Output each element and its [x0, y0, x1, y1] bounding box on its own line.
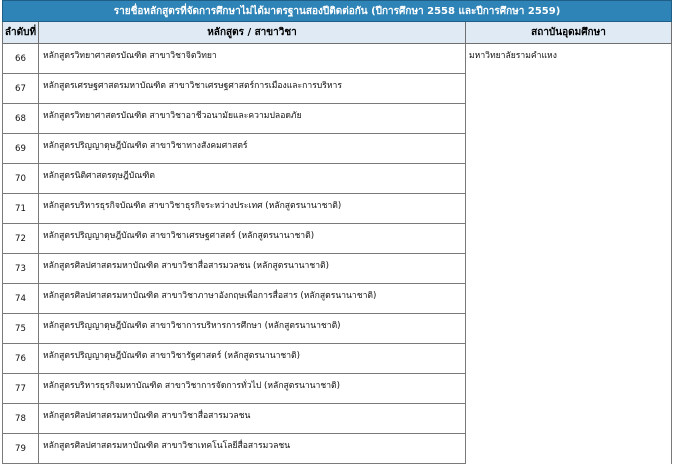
program-name: หลักสูตรปริญญาดุษฎีบัณฑิต สาขาวิชาเศรษฐศาสตร์ (หลักสูตรนานาชาติ)	[39, 224, 466, 254]
row-number: 72	[3, 224, 39, 254]
program-name: หลักสูตรวิทยาศาสตรบัณฑิต สาขาวิชาจิตวิทยา	[39, 44, 466, 74]
program-name: หลักสูตรบริหารธุรกิจมหาบัณฑิต สาขาวิชาการจัดการทั่วไป (หลักสูตรนานาชาติ)	[39, 374, 466, 404]
row-number: 79	[3, 434, 39, 464]
row-number: 67	[3, 74, 39, 104]
table-row	[3, 44, 672, 74]
row-number: 74	[3, 284, 39, 314]
row-number: 73	[3, 254, 39, 284]
row-number: 75	[3, 314, 39, 344]
row-number: 70	[3, 164, 39, 194]
spreadsheet-table-area	[2, 0, 671, 454]
program-name: หลักสูตรนิติศาสตรดุษฎีบัณฑิต	[39, 164, 466, 194]
program-name: หลักสูตรปริญญาดุษฎีบัณฑิต สาขาวิชารัฐศาสตร์ (หลักสูตรนานาชาติ)	[39, 344, 466, 374]
programs-table	[2, 0, 672, 464]
program-name: หลักสูตรปริญญาดุษฎีบัณฑิต สาขาวิชาทางสังคมศาสตร์	[39, 134, 466, 164]
program-name: หลักสูตรศิลปศาสตรมหาบัณฑิต สาขาวิชาสื่อสารมวลชน (หลักสูตรนานาชาติ)	[39, 254, 466, 284]
table-title: รายชื่อหลักสูตรที่จัดการศึกษาไม่ได้มาตรฐานสองปีติดต่อกัน (ปีการศึกษา 2558 และปีการศึกษา 2559)	[3, 1, 672, 22]
title-row	[3, 1, 672, 22]
program-name: หลักสูตรวิทยาศาสตรบัณฑิต สาขาวิชาอาชีวอนามัยและความปลอดภัย	[39, 104, 466, 134]
institution-name: มหาวิทยาลัยรามคำแหง	[466, 44, 672, 464]
header-program: หลักสูตร / สาขาวิชา	[39, 22, 466, 44]
row-number: 77	[3, 374, 39, 404]
program-name: หลักสูตรบริหารธุรกิจบัณฑิต สาขาวิชาธุรกิจระหว่างประเทศ (หลักสูตรนานาชาติ)	[39, 194, 466, 224]
row-number: 76	[3, 344, 39, 374]
program-name: หลักสูตรปริญญาดุษฎีบัณฑิต สาขาวิชาการบริหารการศึกษา (หลักสูตรนานาชาติ)	[39, 314, 466, 344]
header-institution: สถาบันอุดมศึกษา	[466, 22, 672, 44]
row-number: 78	[3, 404, 39, 434]
header-row	[3, 22, 672, 44]
row-number: 71	[3, 194, 39, 224]
row-number: 69	[3, 134, 39, 164]
row-number: 66	[3, 44, 39, 74]
program-name: หลักสูตรศิลปศาสตรมหาบัณฑิต สาขาวิชาภาษาอังกฤษเพื่อการสื่อสาร (หลักสูตรนานาชาติ)	[39, 284, 466, 314]
header-no: ลำดับที่	[3, 22, 39, 44]
row-number: 68	[3, 104, 39, 134]
program-name: หลักสูตรศิลปศาสตรมหาบัณฑิต สาขาวิชาสื่อสารมวลชน	[39, 404, 466, 434]
program-name: หลักสูตรศิลปศาสตรมหาบัณฑิต สาขาวิชาเทคโนโลยีสื่อสารมวลชน	[39, 434, 466, 464]
program-name: หลักสูตรเศรษฐศาสตรมหาบัณฑิต สาขาวิชาเศรษฐศาสตร์การเมืองและการบริหาร	[39, 74, 466, 104]
